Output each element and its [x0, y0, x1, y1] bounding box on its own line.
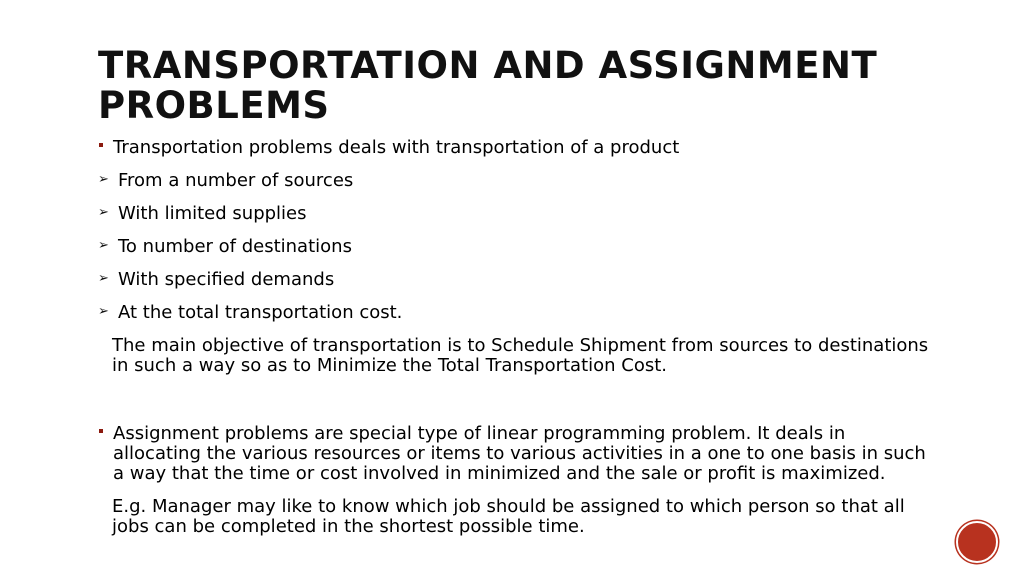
bullet-transportation	[98, 138, 933, 158]
example-paragraph	[98, 497, 933, 537]
arrow-item-cost	[98, 303, 933, 323]
square-bullet-icon	[99, 429, 103, 433]
slide-title: TRANSPORTATION AND ASSIGNMENT PROBLEMS	[98, 44, 878, 127]
arrow-bullet-icon: ➢	[98, 304, 109, 319]
slide-number-badge	[956, 521, 998, 563]
bullet-text: Assignment problems are special type of linear programming problem. It deals in allocating the various resources or items to various activities in a one to one basis in such a way that the time or cost involved in minimized and the sale or profit is maximized.	[113, 423, 926, 484]
square-bullet-icon	[99, 143, 103, 147]
arrow-bullet-icon: ➢	[98, 205, 109, 220]
arrow-item-supplies	[98, 204, 933, 224]
objective-paragraph	[98, 336, 933, 376]
paragraph-text: The main objective of transportation is to Schedule Shipment from sources to destinations in such a way so as to Minimize the Total Transportation Cost.	[112, 335, 929, 376]
arrow-bullet-icon: ➢	[98, 238, 109, 253]
arrow-item-destinations	[98, 237, 933, 257]
bullet-text: With specified demands	[118, 269, 335, 290]
arrow-bullet-icon: ➢	[98, 271, 109, 286]
arrow-bullet-icon: ➢	[98, 172, 109, 187]
arrow-item-demands	[98, 270, 933, 290]
bullet-assignment	[98, 424, 933, 484]
bullet-text: At the total transportation cost.	[118, 302, 403, 323]
arrow-item-sources	[98, 171, 933, 191]
bullet-text: From a number of sources	[118, 170, 354, 191]
paragraph-text: E.g. Manager may like to know which job should be assigned to which person so that all jobs can be completed in the shortest possible time.	[112, 496, 905, 537]
bullet-text: To number of destinations	[118, 236, 352, 257]
bullet-text: With limited supplies	[118, 203, 307, 224]
slide-body	[98, 138, 933, 537]
bullet-text: Transportation problems deals with transportation of a product	[113, 137, 680, 158]
